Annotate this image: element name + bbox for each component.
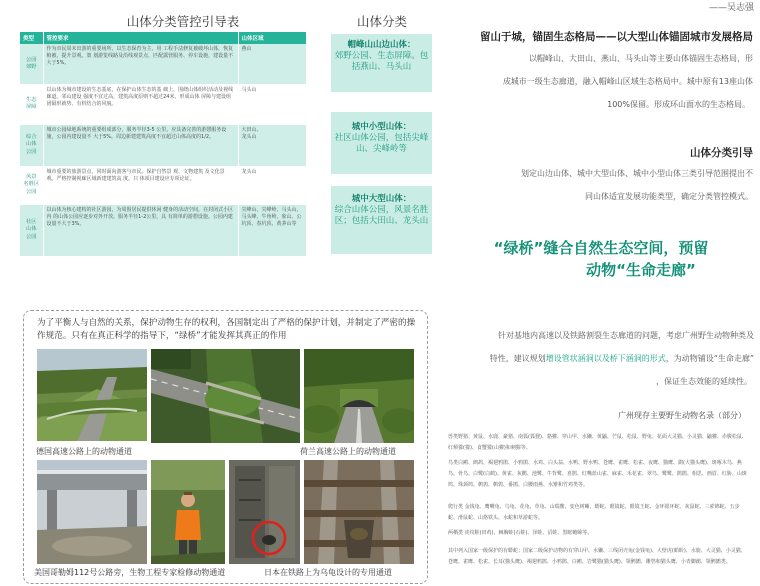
wildlife-reptiles: 爬行类 金钱龟、鹰嘴龟、乌龟、花龟、草龟、山瑞鳖、变色树蜥、蟒蛇、眼镜蛇、眼镜王蛇、金环银环蛇、灰鼠蛇、三索锦蛇、五步蛇、滑鼠蛇、山烙铁头、水蛇和草游蛇等。: [448, 504, 740, 521]
table-cell-type: 风景 名胜区 公园: [20, 166, 43, 204]
table-cell-requirement: 城市公园绿地系统的重要组成部分，服务半径3-5 公里，应具备完善的游憩服务设施，公园内建设量不 大于5%。周边新建建筑高度不宜超过山体高度的1/2。: [43, 124, 238, 166]
para-corridor-2-end: ，为动物铺设“生命走廊”: [665, 354, 754, 363]
table-header-row: [20, 32, 306, 44]
class-box-desc: 郊野公园、生态屏障。包括燕山、马头山: [334, 51, 429, 72]
green-bridge-headline: [448, 237, 754, 281]
photo-netherlands-ecoduct: [304, 349, 414, 443]
highlight-culvert: 增设管状涵洞以及桥下涵洞的形式: [545, 354, 666, 363]
table-cell-requirement: 城市重要的旅游景点，同时面向游客与市民。保护自然景 观、文物建筑 及文化景观。严格控制视廊区域新建建筑高 度。只 体项目建设应专项论证。: [43, 166, 238, 204]
table-cell-requirement: 以山体为核心建构的社区游园，为周围居民提供休闲 健身的活动空间。在封闭式小区内 的山体公园应逐步对外开放。服务半径1-2公里，具 有简单的游憩设施。公园内建设量不大于3%。: [43, 204, 238, 256]
wildlife-birds: 鸟类白鹇、鹧鸪、褐翅鸦鹃、小鸦鹃、水鸡、白头翁、水鸭、野水鸭、苍鹰、雀鹰、松雀、夜鹰、猫鹰、鹞(大猫头鹰)、斑啄木鸟、燕鸟、骨鸟、白鹭(白鹤)、黄雀、灰鹳、池鹭、牛背鹭、喜鹊、红嘴蓝山雀、麻雀、禾花雀、翠鸟、鹭鹭、鹃鹃、相思、画眉、红胁、山斑鸠、珠颈鸠、鹌鹑、鹌鹑、番鹃、白腰雨燕、水雉和竹鸡类等。: [448, 460, 747, 488]
table-cell-requirement: 以山体为城市建设的生态基底，在保护山体生态的基 础上，围绕山体组织活动及视线廊道。邻山建设 强度不宜过高，建筑高度原则不超过24米，形成山体 屏障与建设组团隔形就势、有机结合的风貌。: [43, 84, 238, 124]
photo-culvert-pipe: [229, 460, 300, 564]
photo-turtle-rail-passage: [304, 460, 414, 564]
para-corridor-3: ，保证生态效能的延续性。: [656, 377, 752, 386]
wildlife-list-title: 广州现存主要野生动物名录（部分）: [618, 411, 746, 420]
class-box-desc: 社区山体公园，包括尖峰山、尖峰岭等: [334, 133, 429, 154]
class-box-heading: 城中小型山体：: [351, 122, 412, 132]
class-box-edge-mountain: [331, 34, 432, 92]
table-cell-area: 尖峰山、尖峰岭、马头山、马头峰、牛角岭、象山、公坑顶、春坑顶、黄茅山等: [238, 204, 306, 256]
table-row: [20, 166, 306, 204]
table-cell-area: 马头山: [238, 84, 306, 124]
class-box-heading: 帽峰山山边山体：: [347, 40, 416, 50]
table-cell-area: 大田山、 龙头山: [238, 124, 306, 166]
section-heading-ecology: 留山于城，锚固生态格局——以大型山体锚固城市发展格局: [480, 31, 753, 43]
caption-netherlands: 荷兰高速公路上的动物通道: [300, 447, 396, 456]
wildlife-mammals: 兽类野猪、黄鼠、水鹿、豪猪、南狐(狐狸)、貉獾、穿山甲、水獭、黄鼬、芒鼠、松鼠、野兔、花面大灵猫、小灵猫、鼬獾、赤腹松鼠、红颊獴(獴)、食蟹獴(山獾)和刺猬等。: [448, 434, 747, 451]
para-ecology-3: 100%保留。形成环山面水的生态格局。: [607, 100, 750, 109]
table-cell-type: 生态 屏障: [20, 84, 43, 124]
headline-line-1: “绿桥”缝合自然生态空间，预留: [493, 239, 709, 257]
para-corridor-2-start: 特性，建议规划: [489, 354, 546, 363]
photo-bridge-culvert: [37, 460, 147, 564]
headline-line-2: 动物“生命走廊”: [586, 261, 696, 279]
mountain-control-table: [20, 32, 307, 257]
table-cell-requirement: 作为市民周末出游的重要场所，以生态保育为主，用 工程手法修复被破坏山体，恢复植被，提升景观。策 划游览线路及沿线观景点，匹配露营服务、停车设施，建设量不大于5%。: [43, 44, 238, 84]
para-corridor-1: 针对基地内高速以及铁路割裂生态廊道的问题，考虑广州野生动物种类及: [498, 331, 754, 340]
author-credit: ——吴志强: [708, 3, 754, 13]
photo-germany-overpass: [37, 349, 147, 441]
photo-highway-aerial: [151, 349, 300, 443]
caption-germany: 德国高速公路上的动物通道: [36, 447, 132, 456]
class-box-desc: 综合山体公园，风景名胜区；包括大田山、龙头山: [334, 205, 429, 226]
table-row: [20, 124, 306, 166]
header-requirement: 管控要求: [43, 32, 238, 44]
class-box-small-mountain: [331, 112, 432, 174]
class-box-heading: 城中大型山体：: [351, 194, 412, 204]
table-row: [20, 84, 306, 124]
class-box-large-mountain: [331, 186, 432, 254]
wildlife-protected: 其中列入国家一级保护的有蟒蛇；国家二级保护动物的有穿山甲、水獭、三线闭壳龟(金钱龟)、大壁虎(蛤蚧)、水鹿、大灵猫、小灵猫、苍鹰、雀鹰、松雀、长耳(猫头鹰)、褐翅鸦鹃、小鸦鹃、白鹇、岩鹭猫(猫头鹰)、领鸺鹠、雕鸮和猫头鹰、小青脚鹬、领鸺鹠类。: [448, 548, 746, 565]
photo-engineer-inspecting: [151, 460, 225, 564]
para-guidance-1: 划定山边山体、城中大型山体、城中小型山体三类引导范围提出不: [521, 169, 753, 178]
para-guidance-2: 同山体适宜发展功能类型，确定分类管控模式。: [585, 192, 753, 201]
caption-japan: 日本在铁路上为乌龟设计的专用通道: [264, 568, 392, 577]
table-row: [20, 44, 306, 84]
classification-title: 山体分类: [356, 14, 407, 29]
table-row: [20, 204, 306, 256]
panel-intro: 为了平衡人与自然的关系，保护动物生存的权利，各国制定出了严格的保护计划，并制定了严密的操作规范。只有在真正科学的指导下，“绿桥”才能发挥其真正的作用: [37, 318, 416, 341]
table-title: 山体分类管控引导表: [126, 14, 240, 29]
table-cell-type: 公园 郊野: [20, 44, 43, 84]
caption-colombia: 美国哥勒姆112号公路旁，生物工程专家检修动物通道: [34, 568, 226, 577]
table-cell-area: 燕山: [238, 44, 306, 84]
table-cell-area: 龙头山: [238, 166, 306, 204]
para-ecology-2: 成城市一级生态廊道，融入帽峰山区域生态格局中。城中原有13座山体: [502, 77, 753, 86]
section-heading-guidance: 山体分类引导: [690, 147, 753, 159]
table-cell-type: 综合 山体 公园: [20, 124, 43, 166]
wildlife-amphibians: 两栖类 虎纹蛙(田鸡)、棘胸蛙(石蛙)、泽蛙、沼蛙、黑眶蟾蜍等。: [448, 530, 593, 536]
table-cell-type: 社区 山体 公园: [20, 204, 43, 256]
header-area: 山体区域: [238, 32, 306, 44]
para-ecology-1: 以帽峰山、大田山、燕山、马头山等主要山体锚固生态格局，形: [529, 54, 753, 63]
para-corridor-2: [448, 347, 754, 370]
header-type: 类型: [20, 32, 43, 44]
